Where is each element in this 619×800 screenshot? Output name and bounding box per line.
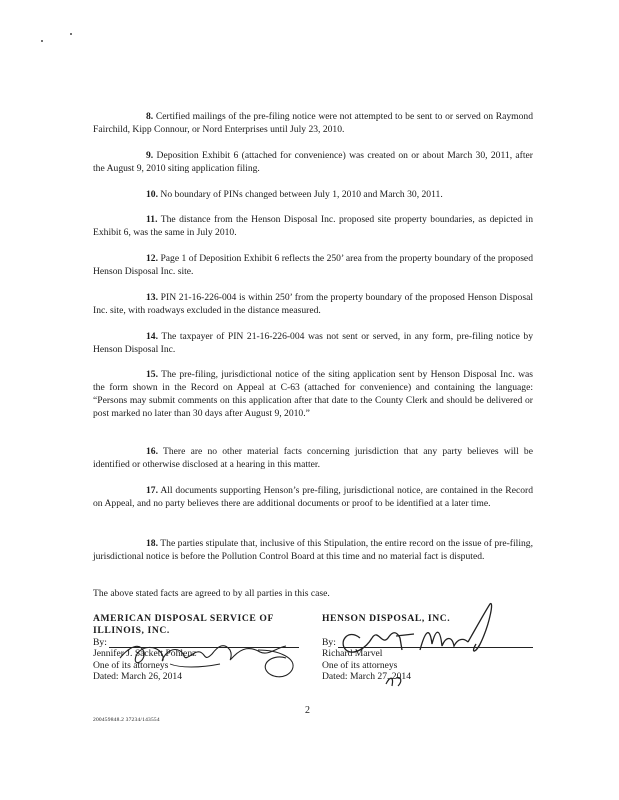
signer-role: One of its attorneys: [93, 659, 169, 671]
signer-name: Richard Marvel: [322, 648, 383, 659]
handwritten-date-mark: [384, 674, 404, 688]
paragraph-14: [93, 330, 533, 356]
paragraph-number: 17.: [146, 485, 158, 496]
paragraph-number: 13.: [146, 292, 158, 303]
paragraph-text: There are no other material facts concerning jurisdiction that any party believes will be identified or otherwise disclosed at a hearing in this matter.: [93, 446, 533, 470]
scan-speck: [41, 40, 43, 42]
paragraph-text: PIN 21-16-226-004 is within 250’ from the property boundary of the proposed Henson Disposal Inc. site, with roadways excluded in the distance measured.: [93, 292, 533, 316]
signer-role: One of its attorneys: [322, 659, 398, 671]
paragraph-number: 9.: [146, 150, 154, 161]
paragraph-text: The parties stipulate that, inclusive of this Stipulation, the entire record on the issue of pre-filing, jurisdictional notice is before the Pollution Control Board at this time and no material fact is disputed.: [93, 538, 533, 562]
agreed-statement: The above stated facts are agreed to by all parties in this case.: [93, 588, 330, 599]
paragraph-text: The pre-filing, jurisdictional notice of the siting application sent by Henson Disposal Inc. was the form shown in the Record on Appeal at C-63 (attached for convenience) and containing the language: “Persons may submit comments on this application after that date to the County Clerk and should be delivered or post marked no later than 30 days after August 9, 2010.”: [93, 369, 533, 419]
paragraph-number: 8.: [146, 111, 154, 122]
paragraph-text: The distance from the Henson Disposal Inc. proposed site property boundaries, as depicted in Exhibit 6, was the same in July 2010.: [93, 214, 533, 238]
paragraph-number: 11.: [146, 214, 158, 225]
paragraph-text: Certified mailings of the pre-filing notice were not attempted to be sent to or served on Raymond Fairchild, Kipp Connour, or Nord Enterprises until July 23, 2010.: [93, 111, 533, 135]
signer-name: Jennifer J. Sackett Pohlenz: [93, 648, 197, 659]
document-id-footer: 200459848.2 37234/143554: [93, 717, 160, 723]
paragraph-12: [93, 252, 533, 278]
handwritten-signature-right: [330, 598, 500, 668]
paragraph-10: [93, 188, 533, 201]
signature-date: Dated: March 27, 2014: [322, 671, 411, 682]
paragraph-number: 16.: [146, 446, 158, 457]
paragraph-11: [93, 213, 533, 239]
paragraph-number: 15.: [146, 369, 158, 380]
paragraph-text: Page 1 of Deposition Exhibit 6 reflects the 250’ area from the property boundary of the proposed Henson Disposal Inc. site.: [93, 253, 533, 277]
paragraph-15: [93, 368, 533, 420]
paragraph-text: The taxpayer of PIN 21-16-226-004 was not sent or served, in any form, pre-filing notice by Henson Disposal Inc.: [93, 331, 534, 355]
paragraph-number: 12.: [146, 253, 158, 264]
paragraph-13: [93, 291, 533, 317]
paragraph-number: 14.: [146, 331, 158, 342]
paragraph-16: [93, 445, 533, 471]
paragraph-text: No boundary of PINs changed between July 1, 2010 and March 30, 2011.: [160, 189, 443, 200]
paragraph-number: 10.: [146, 189, 158, 200]
by-label: By:: [322, 636, 336, 648]
page-number: 2: [305, 705, 310, 716]
paragraph-text: Deposition Exhibit 6 (attached for convenience) was created on or about March 30, 2011, after the August 9, 2010 siting application filing.: [93, 150, 533, 174]
party-name-line2: ILLINOIS, INC.: [93, 624, 170, 636]
by-label: By:: [93, 636, 107, 648]
paragraph-17: [93, 484, 533, 510]
paragraph-8: [93, 110, 533, 136]
paragraph-9: [93, 149, 533, 175]
paragraph-18: [93, 537, 533, 563]
party-name: HENSON DISPOSAL, INC.: [322, 613, 451, 624]
paragraph-number: 18.: [146, 538, 158, 549]
signature-date: Dated: March 26, 2014: [93, 671, 182, 682]
party-name: AMERICAN DISPOSAL SERVICE OF: [93, 613, 274, 624]
scan-speck: [70, 33, 72, 35]
handwritten-signature-left: [110, 628, 310, 680]
paragraph-text: All documents supporting Henson’s pre-filing, jurisdictional notice, are contained in the Record on Appeal, and no party believes there are additional documents or proof to be identified at a later time.: [93, 485, 533, 509]
